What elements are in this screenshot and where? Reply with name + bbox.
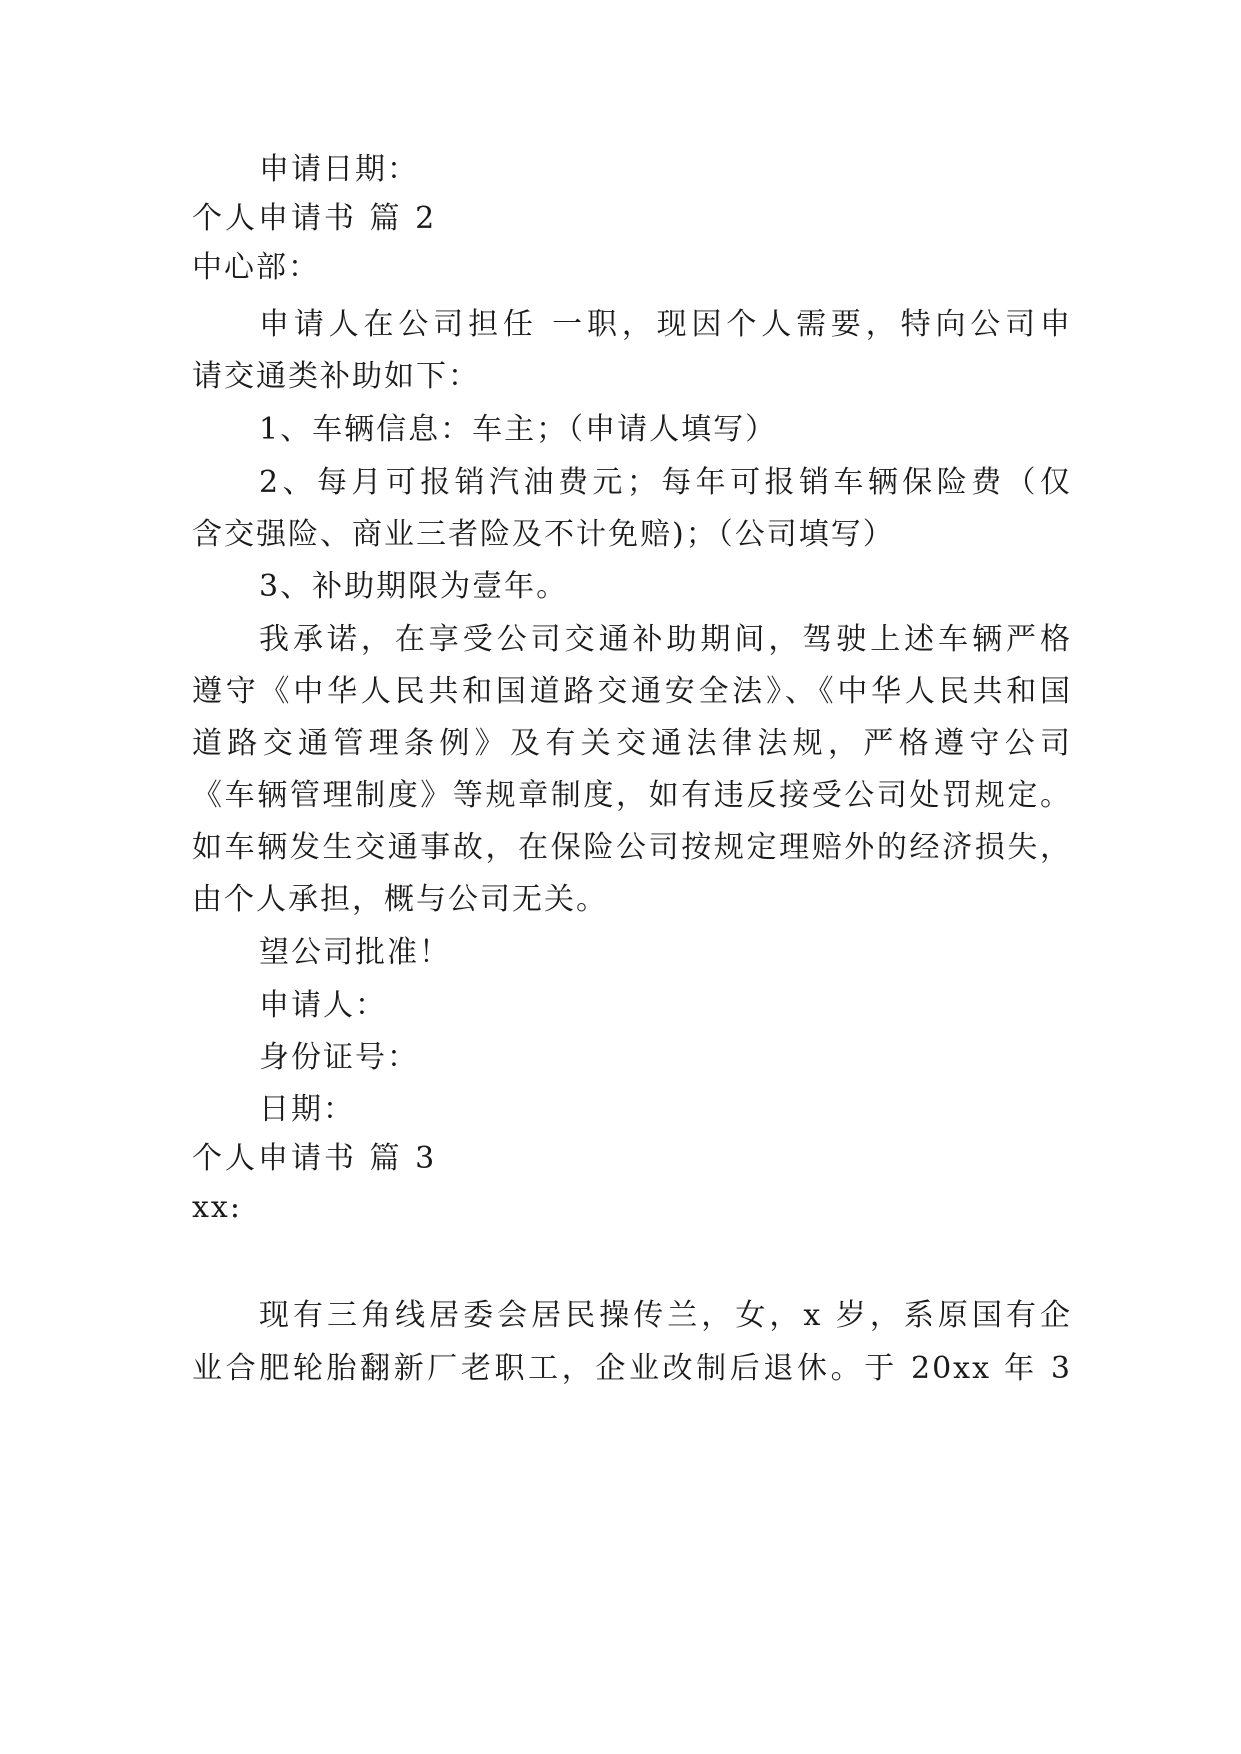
section-heading-3: 个人申请书 篇 3: [192, 1141, 438, 1176]
paragraph-line: 《车辆管理制度》等规章制度，如有违反接受公司处罚规定。: [192, 778, 1072, 813]
closing-request: 望公司批准！: [259, 935, 451, 970]
list-item-2: 2、每月可报销汽油费元；每年可报销车辆保险费（仅: [259, 465, 1072, 500]
list-item-2-continued: 含交强险、商业三者险及不计免赔)；（公司填写）: [192, 517, 895, 552]
paragraph-line: 由个人承担，概与公司无关。: [192, 882, 608, 917]
id-number-field: 身份证号：: [259, 1040, 419, 1075]
paragraph-line: 我承诺，在享受公司交通补助期间，驾驶上述车辆严格: [259, 622, 1072, 657]
paragraph-line: 遵守《中华人民共和国道路交通安全法》、《中华人民共和国: [192, 674, 1072, 709]
section-heading-2: 个人申请书 篇 2: [192, 201, 438, 236]
paragraph-line: 业合肥轮胎翻新厂老职工，企业改制后退休。于 20xx 年 3: [192, 1351, 1072, 1386]
applicant-field: 申请人：: [259, 988, 387, 1023]
recipient-line: 中心部：: [192, 250, 320, 285]
paragraph-line: 现有三角线居委会居民操传兰，女，x 岁，系原国有企: [259, 1298, 1072, 1333]
paragraph-line: 道路交通管理条例》及有关交通法律法规，严格遵守公司: [192, 726, 1072, 761]
recipient-line: xx:: [192, 1190, 242, 1225]
paragraph-line: 请交通类补助如下：: [192, 359, 480, 394]
paragraph-line: 如车辆发生交通事故，在保险公司按规定理赔外的经济损失，: [192, 830, 1072, 865]
application-date-line: 申请日期：: [259, 152, 419, 187]
date-field: 日期：: [259, 1092, 355, 1127]
paragraph-line: 申请人在公司担任 一职，现因个人需要，特向公司申: [259, 307, 1072, 342]
list-item-1: 1、车辆信息：车主；（申请人填写）: [259, 412, 778, 447]
list-item-3: 3、补助期限为壹年。: [259, 569, 569, 604]
